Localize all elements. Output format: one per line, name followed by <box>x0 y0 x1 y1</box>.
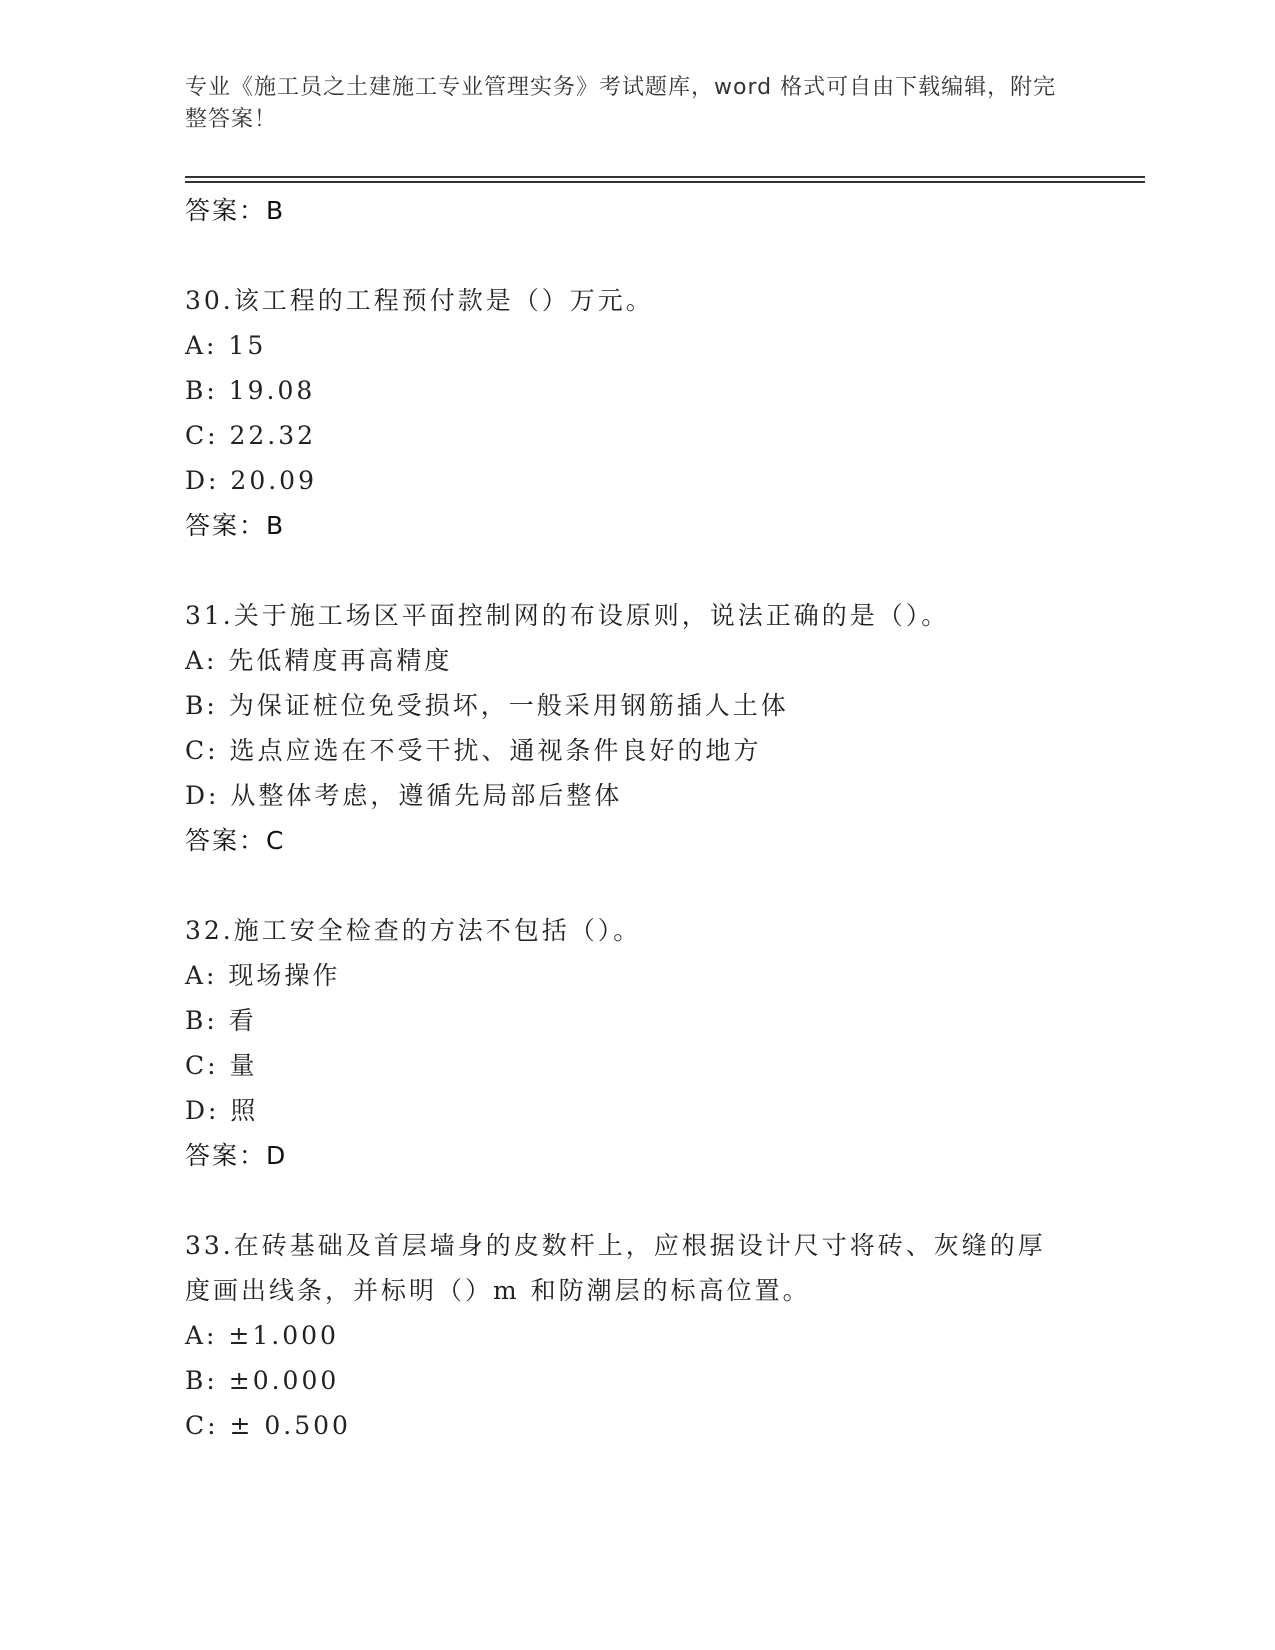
option-d: D: 照 <box>185 1096 259 1125</box>
option-b: B: 19.08 <box>185 376 316 405</box>
option-c: C: 选点应选在不受干扰、通视条件良好的地方 <box>185 736 762 765</box>
question-block <box>185 278 1085 548</box>
header-divider-top <box>185 176 1145 178</box>
question-block <box>185 1223 1085 1448</box>
answer-label: 答案：B <box>185 511 286 540</box>
header-divider-bottom <box>185 181 1145 183</box>
option-c: C: 量 <box>185 1051 258 1080</box>
option-a: A: 先低精度再高精度 <box>185 646 453 675</box>
option-b: B: 看 <box>185 1006 257 1035</box>
question-stem-line-1: 33.在砖基础及首层墙身的皮数杆上，应根据设计尺寸将砖、灰缝的厚 <box>185 1231 1046 1260</box>
option-b: B: ±0.000 <box>185 1366 340 1395</box>
question-stem: 32.施工安全检查的方法不包括（）。 <box>185 916 642 945</box>
question-stem-line-2: 度画出线条，并标明（）m 和防潮层的标高位置。 <box>185 1276 811 1305</box>
question-block <box>185 908 1085 1178</box>
option-c: C: ± 0.500 <box>185 1411 351 1440</box>
option-b: B: 为保证桩位免受损坏，一般采用钢筋插人土体 <box>185 691 789 720</box>
option-a: A: 15 <box>185 331 267 360</box>
option-c: C: 22.32 <box>185 421 317 450</box>
question-stem: 31.关于施工场区平面控制网的布设原则，说法正确的是（）。 <box>185 601 950 630</box>
option-d: D: 20.09 <box>185 466 317 495</box>
answer-label: 答案：D <box>185 1141 288 1170</box>
question-list <box>185 188 1085 1448</box>
question-stem: 30.该工程的工程预付款是（）万元。 <box>185 286 654 315</box>
question-block <box>185 593 1085 863</box>
document-header: 专业《施工员之土建施工专业管理实务》考试题库，word 格式可自由下载编辑，附完整答案！ <box>185 75 1057 132</box>
option-d: D: 从整体考虑，遵循先局部后整体 <box>185 781 623 810</box>
answer-label: 答案：B <box>185 196 286 225</box>
answer-label: 答案：C <box>185 826 286 855</box>
option-a: A: ±1.000 <box>185 1321 339 1350</box>
option-a: A: 现场操作 <box>185 961 341 990</box>
